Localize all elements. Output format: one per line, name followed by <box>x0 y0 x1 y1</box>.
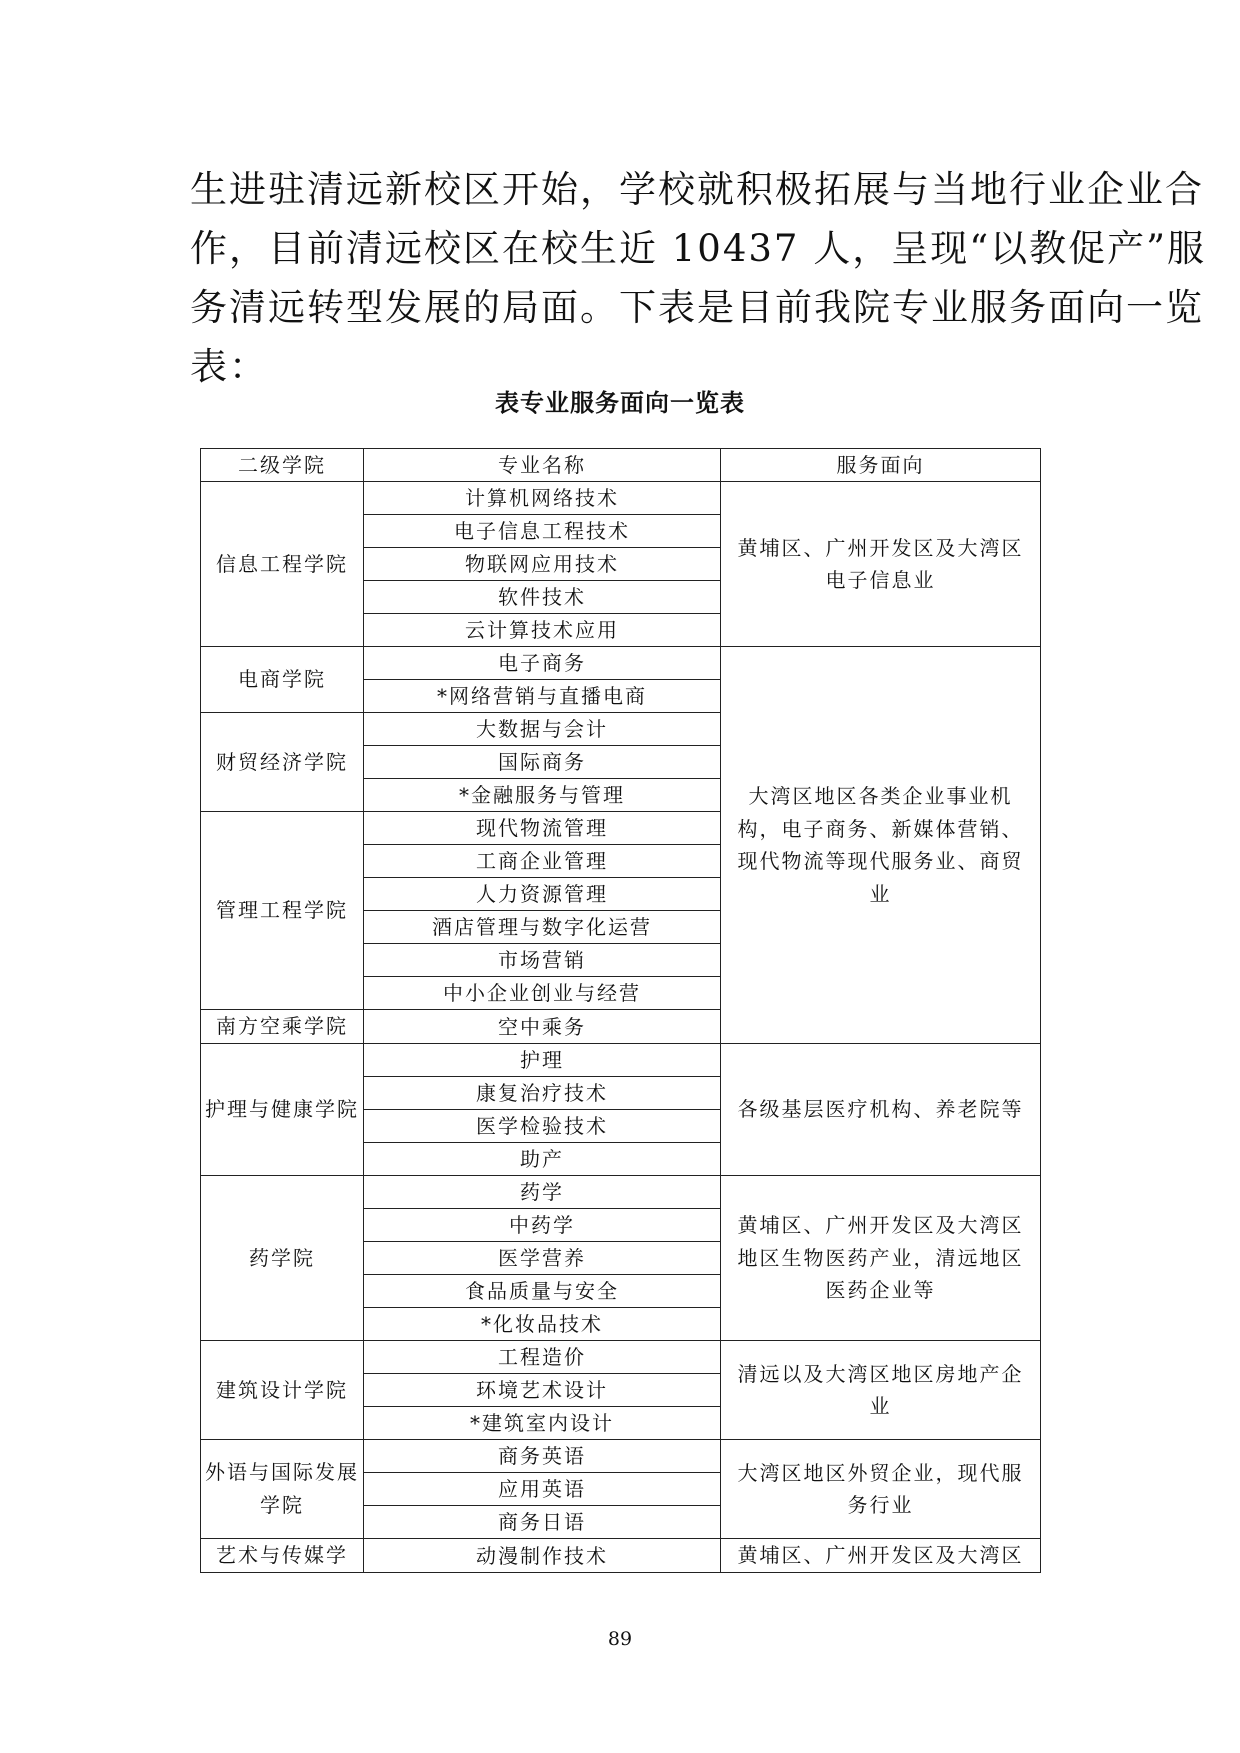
college-cell: 信息工程学院 <box>201 482 364 647</box>
paragraph-line: 表： <box>190 345 268 388</box>
major-cell: 药学 <box>364 1176 721 1209</box>
service-cell: 黄埔区、广州开发区及大湾区电子信息业 <box>721 482 1041 647</box>
header-service: 服务面向 <box>721 449 1041 482</box>
table-row <box>201 1044 1041 1077</box>
major-cell: 护理 <box>364 1044 721 1077</box>
college-cell: 护理与健康学院 <box>201 1044 364 1176</box>
major-cell: 医学营养 <box>364 1242 721 1275</box>
college-cell: 外语与国际发展学院 <box>201 1440 364 1539</box>
major-cell: 康复治疗技术 <box>364 1077 721 1110</box>
major-cell: 环境艺术设计 <box>364 1374 721 1407</box>
major-cell: 国际商务 <box>364 746 721 779</box>
major-cell: *网络营销与直播电商 <box>364 680 721 713</box>
major-cell: 电子信息工程技术 <box>364 515 721 548</box>
major-cell: 酒店管理与数字化运营 <box>364 911 721 944</box>
college-cell: 建筑设计学院 <box>201 1341 364 1440</box>
college-cell: 南方空乘学院 <box>201 1010 364 1044</box>
major-cell: 应用英语 <box>364 1473 721 1506</box>
major-cell: 中药学 <box>364 1209 721 1242</box>
major-cell: 医学检验技术 <box>364 1110 721 1143</box>
table-row <box>201 1539 1041 1573</box>
service-cell: 黄埔区、广州开发区及大湾区地区生物医药产业，清远地区医药企业等 <box>721 1176 1041 1341</box>
service-cell: 大湾区地区各类企业事业机构，电子商务、新媒体营销、现代物流等现代服务业、商贸业 <box>721 647 1041 1044</box>
major-cell: 计算机网络技术 <box>364 482 721 515</box>
service-cell: 各级基层医疗机构、养老院等 <box>721 1044 1041 1176</box>
major-cell: 商务英语 <box>364 1440 721 1473</box>
major-cell: 食品质量与安全 <box>364 1275 721 1308</box>
major-cell: 大数据与会计 <box>364 713 721 746</box>
header-major: 专业名称 <box>364 449 721 482</box>
major-cell: 空中乘务 <box>364 1010 721 1044</box>
major-cell: 中小企业创业与经营 <box>364 977 721 1010</box>
header-college: 二级学院 <box>201 449 364 482</box>
major-cell: 软件技术 <box>364 581 721 614</box>
major-cell: *化妆品技术 <box>364 1308 721 1341</box>
major-cell: 工商企业管理 <box>364 845 721 878</box>
major-cell: 现代物流管理 <box>364 812 721 845</box>
college-cell: 财贸经济学院 <box>201 713 364 812</box>
table-row <box>201 482 1041 515</box>
major-cell: 物联网应用技术 <box>364 548 721 581</box>
college-cell: 艺术与传媒学 <box>201 1539 364 1573</box>
major-cell: 市场营销 <box>364 944 721 977</box>
page-number: 89 <box>607 1628 633 1650</box>
major-cell: 电子商务 <box>364 647 721 680</box>
service-cell: 清远以及大湾区地区房地产企业 <box>721 1341 1041 1440</box>
major-cell: 人力资源管理 <box>364 878 721 911</box>
major-cell: 商务日语 <box>364 1506 721 1539</box>
service-cell: 黄埔区、广州开发区及大湾区 <box>721 1539 1041 1573</box>
body-paragraph <box>190 160 1207 396</box>
major-cell: 工程造价 <box>364 1341 721 1374</box>
college-cell: 管理工程学院 <box>201 812 364 1010</box>
table-row <box>201 1176 1041 1209</box>
table-header-row <box>201 449 1041 482</box>
table-caption: 表专业服务面向一览表 <box>495 388 745 417</box>
paragraph-line: 务清远转型发展的局面。下表是目前我院专业服务面向一览 <box>190 286 1204 329</box>
major-service-table <box>200 448 1041 1573</box>
table-row <box>201 1440 1041 1473</box>
college-cell: 药学院 <box>201 1176 364 1341</box>
table-row <box>201 1341 1041 1374</box>
service-cell: 大湾区地区外贸企业，现代服务行业 <box>721 1440 1041 1539</box>
table-row <box>201 647 1041 680</box>
major-cell: *金融服务与管理 <box>364 779 721 812</box>
major-cell: 动漫制作技术 <box>364 1539 721 1573</box>
paragraph-line: 生进驻清远新校区开始，学校就积极拓展与当地行业企业合 <box>190 168 1204 211</box>
major-cell: 云计算技术应用 <box>364 614 721 647</box>
paragraph-line: 作，目前清远校区在校生近 10437 人，呈现“以教促产”服 <box>190 227 1207 270</box>
major-cell: *建筑室内设计 <box>364 1407 721 1440</box>
college-cell: 电商学院 <box>201 647 364 713</box>
major-cell: 助产 <box>364 1143 721 1176</box>
